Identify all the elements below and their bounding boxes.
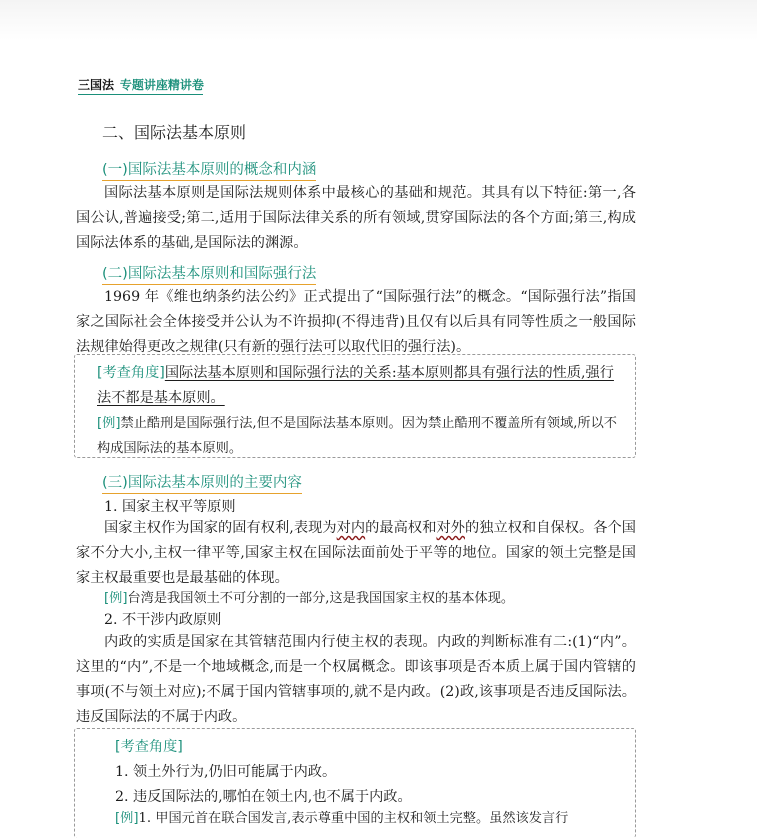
exam-focus-item-2: 2. 违反国际法的,哪怕在领土内,也不属于内政。: [115, 789, 412, 805]
subsection-3-heading: (三)国际法基本原则的主要内容: [102, 471, 302, 494]
p1-emphasis-internal: 对内: [336, 520, 366, 536]
example-text: 禁止酷刑是国际强行法,但不是国际法基本原则。因为禁止酷刑不覆盖所有领域,所以不构成国际法的基本原则。: [97, 416, 617, 456]
running-header: [78, 76, 204, 96]
exam-focus-tag: [考查角度]: [97, 365, 165, 381]
example-1: [97, 411, 617, 461]
page-top-shading: [0, 0, 757, 40]
subsection-2-heading: (二)国际法基本原则和国际强行法: [102, 262, 316, 285]
example-2: [104, 586, 624, 611]
principle-1-paragraph: [76, 516, 636, 591]
series-title: 专题讲座精讲卷: [119, 78, 204, 92]
example-tag: [例]: [97, 416, 121, 431]
principle-1-title: 1. 国家主权平等原则: [104, 499, 236, 515]
exam-focus-text: 国际法基本原则和国际强行法的关系:基本原则都具有强行法的性质,强行法不都是基本原则。: [97, 365, 614, 406]
principle-2-paragraph: 内政的实质是国家在其管辖范围内行使主权的表现。内政的判断标准有二:(1)“内”。这里的“内”,不是一个地域概念,而是一个权属概念。即该事项是否本质上属于国内管辖的事项(不与领土对应);不属于国内管辖事项的,就不是内政。(2)政,该事项是否违反国际法。违反国际法的不属于内政。: [76, 634, 636, 725]
example-tag: [例]: [104, 591, 128, 606]
principle-2-title: 2. 不干涉内政原则: [104, 612, 222, 628]
exam-focus-point: [97, 361, 617, 411]
exam-focus-box-1: [74, 354, 636, 458]
example-3: [115, 806, 625, 831]
exam-focus-item-1: 1. 领土外行为,仍旧可能属于内政。: [115, 764, 337, 780]
p1-emphasis-external: 对外: [436, 520, 465, 536]
p1-text-a: 国家主权作为国家的固有权利,表现为: [104, 520, 337, 536]
example-text: 1. 甲国元首在联合国发言,表示尊重中国的主权和领土完整。虽然该发言行: [138, 811, 569, 826]
section-title: 二、国际法基本原则: [102, 123, 247, 142]
example-text: 台湾是我国领土不可分割的一部分,这是我国国家主权的基本体现。: [127, 591, 515, 606]
exam-focus-tag: [考查角度]: [115, 739, 183, 755]
header-rule: [78, 94, 203, 95]
subsection-2-paragraph: 1969 年《维也纳条约法公约》正式提出了“国际强行法”的概念。“国际强行法”指国家之国际社会全体接受并公认为不许损抑(不得违背)且仅有以后具有同等性质之一般国际法规律始得更改之规律(只有新的强行法可以取代旧的强行法)。: [76, 289, 636, 355]
p1-text-b: 的最高权和: [365, 520, 437, 536]
subsection-1-heading: (一)国际法基本原则的概念和内涵: [102, 158, 316, 181]
subsection-1-paragraph: 国际法基本原则是国际法规则体系中最核心的基础和规范。其具有以下特征:第一,各国公认,普遍接受;第二,适用于国际法律关系的所有领域,贯穿国际法的各个方面;第三,构成国际法体系的基础,是国际法的渊源。: [76, 185, 636, 251]
book-title: 三国法: [78, 78, 115, 92]
exam-focus-box-2: [74, 728, 636, 838]
example-tag: [例]: [115, 811, 139, 826]
p1-text-c: 的独立权和自保权。各个国家不分大小,主权一律平等,国家主权在国际法面前处于平等的地位。国家的领土完整是国家主权最重要也是最基础的体现。: [76, 520, 636, 586]
